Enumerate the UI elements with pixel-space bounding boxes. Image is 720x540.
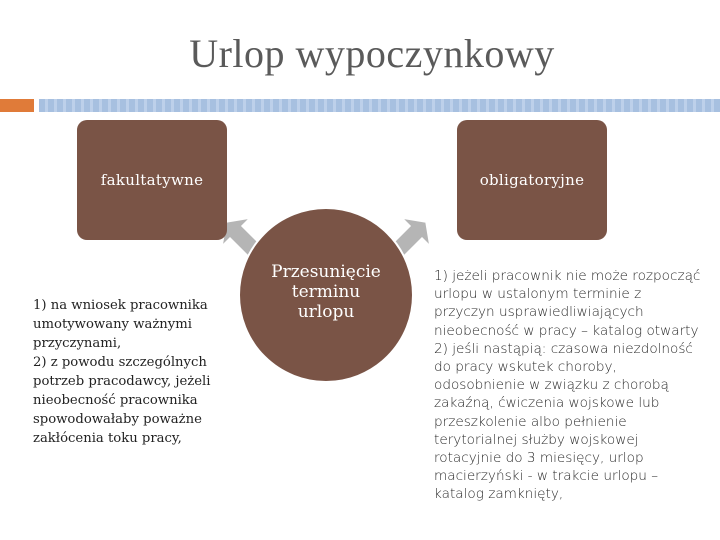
- left-line: 2) z powodu szczególnych: [33, 355, 207, 370]
- left-line: nieobecność pracownika: [33, 393, 198, 408]
- left-line: umotywowany ważnymi: [33, 317, 192, 332]
- left-line: spowodowałaby poważne: [33, 412, 202, 427]
- right-description: [434, 267, 720, 504]
- right-line: przeszkolenie albo pełnienie: [434, 413, 627, 430]
- node-obligatoryjne: [457, 120, 607, 240]
- left-line: 1) na wniosek pracownika: [33, 298, 208, 313]
- right-line: katalog zamknięty,: [434, 486, 564, 503]
- right-line: terytorialnej służby wojskowej: [434, 431, 639, 448]
- right-line: do pracy wskutek choroby,: [434, 359, 617, 376]
- node-fakultatywne: [77, 120, 227, 240]
- right-line: macierzyński - w trakcie urlopu –: [434, 468, 659, 485]
- node-obligatoryjne-label: obligatoryjne: [479, 171, 585, 189]
- right-line: zakaźną, ćwiczenia wojskowe lub: [434, 395, 660, 412]
- right-line: rotacyjnie do 3 miesięcy, urlop: [434, 450, 644, 467]
- left-line: przyczynami,: [33, 336, 122, 351]
- right-line: urlopu w ustalonym terminie z: [434, 286, 642, 303]
- right-line: 1) jeżeli pracownik nie może rozpocząć: [434, 268, 701, 284]
- left-line: zakłócenia toku pracy,: [33, 431, 182, 446]
- right-line: nieobecność w pracy – katalog otwarty: [434, 322, 699, 339]
- right-line: przyczyn usprawiedliwiających: [434, 304, 644, 321]
- right-line: 2) jeśli nastąpią: czasowa niezdolność: [434, 340, 693, 357]
- left-description: [33, 296, 243, 448]
- slide-title: Urlop wypoczynkowy: [189, 31, 555, 76]
- node-fakultatywne-label: fakultatywne: [100, 171, 204, 189]
- left-line: potrzeb pracodawcy, jeżeli: [33, 374, 211, 389]
- node-center-label: Przesunięcie terminu urlopu: [271, 262, 381, 322]
- right-line: odosobnienie w związku z chorobą: [434, 377, 669, 394]
